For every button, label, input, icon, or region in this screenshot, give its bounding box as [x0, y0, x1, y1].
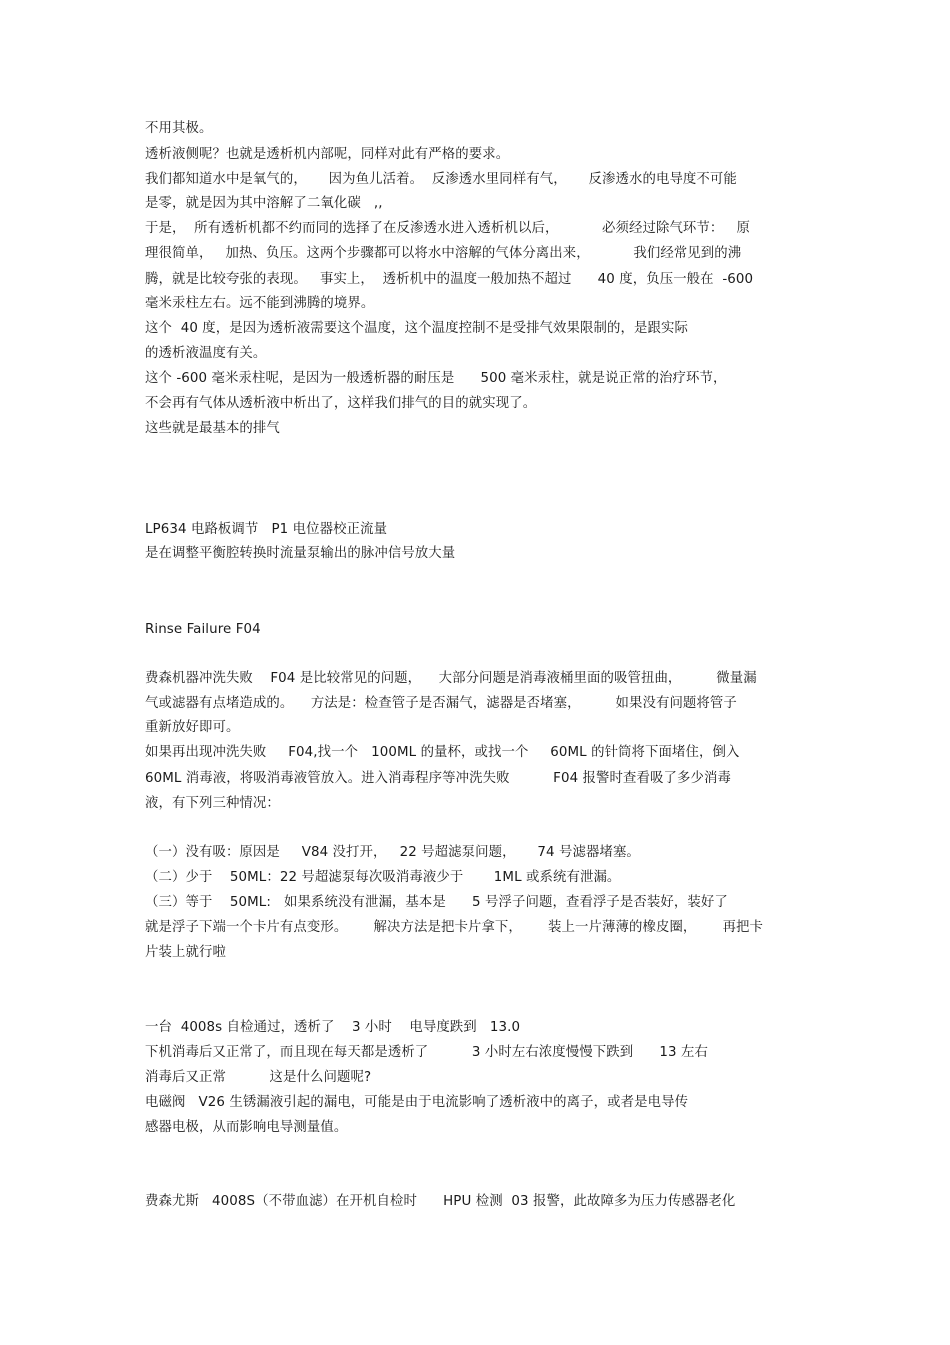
text-line: 理很简单， 加热、负压。这两个步骤都可以将水中溶解的气体分离出来， 我们经常见到的沸	[145, 246, 742, 261]
text-line: 毫米汞柱左右。远不能到沸腾的境界。	[145, 296, 375, 311]
text-line: 我们都知道水中是氧气的， 因为鱼儿活着。 反渗透水里同样有气， 反渗透水的电导度不可能	[145, 172, 737, 187]
text-line: 透析液侧呢？也就是透析机内部呢，同样对此有严格的要求。	[145, 147, 510, 162]
text-line: 一台 4008s 自检通过，透析了 3 小时 电导度跌到 13.0	[145, 1020, 521, 1035]
text-line: 不会再有气体从透析液中析出了，这样我们排气的目的就实现了。	[145, 396, 537, 411]
text-line: 这个 40 度，是因为透析液需要这个温度，这个温度控制不是受排气效果限制的，是跟实际	[145, 321, 688, 336]
text-line: 如果再出现冲洗失败 F04,找一个 100ML 的量杯，或找一个 60ML 的针筒将下面堵住，倒入	[145, 745, 740, 760]
text-line: 就是浮子下端一个卡片有点变形。 解决方法是把卡片拿下， 装上一片薄薄的橡皮圈， 再把卡	[145, 920, 764, 935]
text-line: 的透析液温度有关。	[145, 346, 267, 361]
text-line: 费森机器冲洗失败 F04 是比较常见的问题， 大部分问题是消毒液桶里面的吸管扭曲， 微量漏	[145, 671, 757, 686]
text-line: 下机消毒后又正常了，而且现在每天都是透析了 3 小时左右浓度慢慢下跌到 13 左右	[145, 1045, 708, 1060]
list-item: （三）等于 50ML: 如果系统没有泄漏，基本是 5 号浮子问题，查看浮子是否装好，装好了	[145, 895, 728, 910]
section-heading: Rinse Failure F04	[145, 622, 261, 637]
text-line: 不用其极。	[145, 121, 213, 136]
list-item: （一）没有吸：原因是 V84 没打开， 22 号超滤泵问题， 74 号滤器堵塞。	[145, 845, 640, 860]
text-line: 费森尤斯 4008S（不带血滤）在开机自检时 HPU 检测 03 报警，此故障多为压力传感器老化	[145, 1194, 736, 1209]
text-line: 腾，就是比较夸张的表现。 事实上， 透析机中的温度一般加热不超过 40 度，负压一般在 -600	[145, 272, 754, 287]
text-line: 感器电极，从而影响电导测量值。	[145, 1120, 348, 1135]
text-line: 是在调整平衡腔转换时流量泵输出的脉冲信号放大量	[145, 546, 456, 561]
text-line: 气或滤器有点堵造成的。 方法是：检查管子是否漏气，滤器是否堵塞， 如果没有问题将管子	[145, 696, 737, 711]
list-item: （二）少于 50ML：22 号超滤泵每次吸消毒液少于 1ML 或系统有泄漏。	[145, 870, 621, 885]
text-line: 消毒后又正常 这是什么问题呢?	[145, 1070, 372, 1085]
text-line: 这些就是最基本的排气	[145, 421, 280, 436]
text-line: 液，有下列三种情况：	[145, 796, 280, 811]
text-line: 是零，就是因为其中溶解了二氧化碳 ,,	[145, 196, 383, 211]
text-line: 这个 -600 毫米汞柱呢，是因为一般透析器的耐压是 500 毫米汞柱，就是说正常的治疗环节，	[145, 371, 727, 386]
text-line: 60ML 消毒液，将吸消毒液管放入。进入消毒程序等冲洗失败 F04 报警时查看吸了多少消毒	[145, 771, 731, 786]
section-heading: LP634 电路板调节 P1 电位器校正流量	[145, 522, 388, 537]
text-line: 重新放好即可。	[145, 720, 240, 735]
text-line: 片装上就行啦	[145, 945, 226, 960]
text-line: 于是， 所有透析机都不约而同的选择了在反渗透水进入透析机以后， 必须经过除气环节： 原	[145, 221, 750, 236]
text-line: 电磁阀 V26 生锈漏液引起的漏电，可能是由于电流影响了透析液中的离子，或者是电导传	[145, 1095, 689, 1110]
